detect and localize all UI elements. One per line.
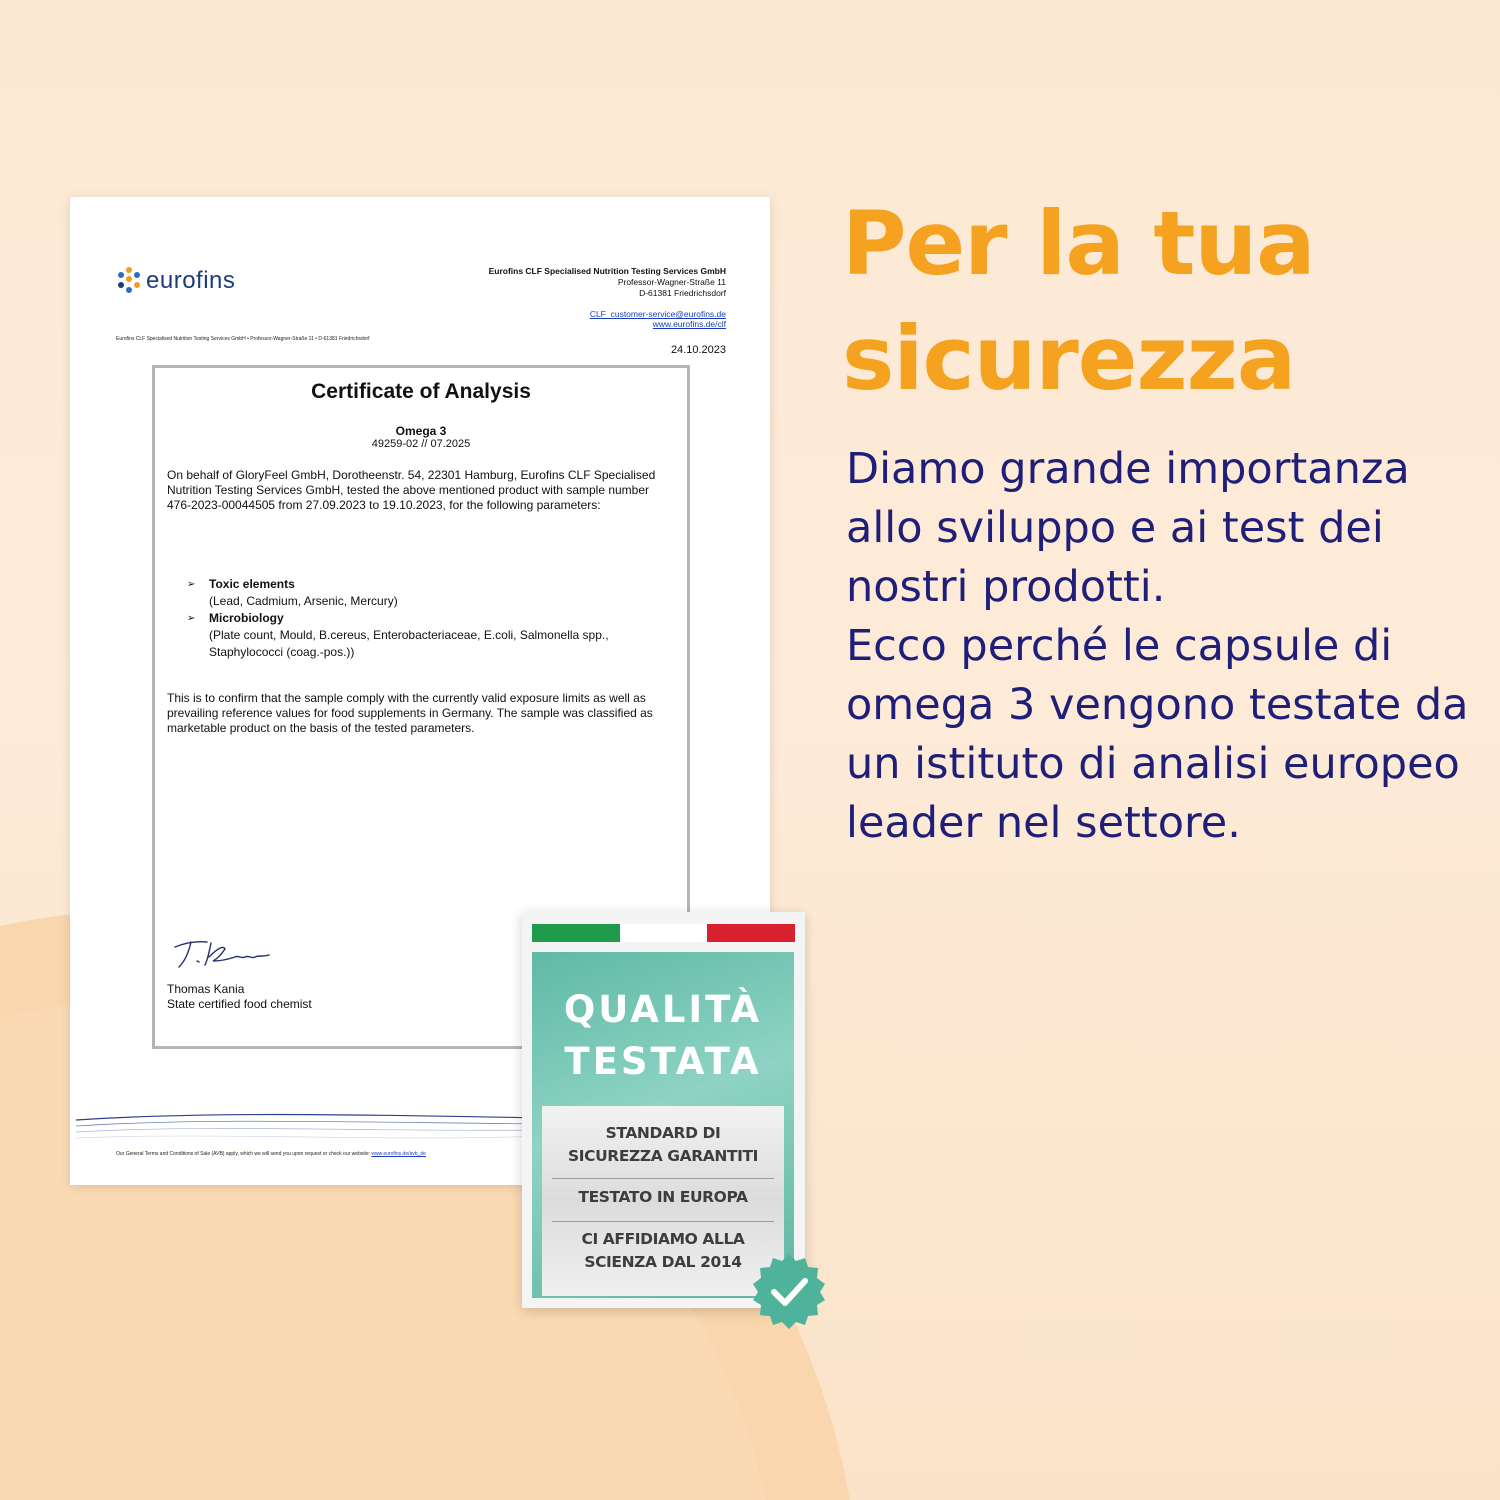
certificate-date: 24.10.2023	[670, 344, 726, 356]
arrow-bullet-icon: ➢	[187, 613, 196, 624]
body-paragraph-1: Diamo grande importanza allo sviluppo e ai test dei nostri prodotti.	[846, 444, 1410, 612]
product-name: Omega 3	[395, 424, 447, 438]
footer-text: Our General Terms and Conditions of Sale (AVB) apply, which we will send you upon request or check our website:	[116, 1151, 371, 1157]
badge-divider	[552, 1178, 774, 1179]
parameter-item	[187, 610, 667, 661]
certificate-title: Certificate of Analysis	[311, 380, 531, 403]
body-paragraph-2: Ecco perché le capsule di omega 3 vengono testate da un istituto di analisi europeo leader nel settore.	[846, 621, 1469, 848]
badge-silver-panel	[542, 1106, 784, 1296]
intro-paragraph: On behalf of GloryFeel GmbH, Dorotheenstr. 54, 22301 Hamburg, Eurofins CLF Specialised Nutrition Testing Services GmbH, tested the above mentioned product with sample number 476-2023-00044505 from 27.09.2023 to 19.10.2023, for the following parameters:	[167, 468, 656, 512]
badge-item-3-line-1: CI AFFIDIAMO ALLA	[581, 1230, 745, 1248]
company-city: D-61381 Friedrichsdorf	[639, 288, 726, 298]
parameter-list	[187, 576, 667, 661]
eurofins-logo	[116, 267, 235, 295]
footer-link[interactable]: www.eurofins.de/avb_de	[371, 1151, 426, 1157]
conclusion-paragraph: This is to confirm that the sample comply with the currently valid exposure limits as well as prevailing reference values for food supplements in Germany. The sample was classified as marketable product on the basis of the tested parameters.	[167, 691, 653, 735]
decorative-wave-lines	[76, 1102, 546, 1152]
company-address	[489, 266, 726, 299]
badge-title-line-2: TESTATA	[564, 1040, 762, 1083]
badge-item-1	[550, 1122, 776, 1168]
signature-image	[167, 935, 277, 975]
eurofins-logo-text: eurofins	[146, 267, 236, 294]
company-contacts	[590, 309, 726, 329]
parameter-detail: (Lead, Cadmium, Arsenic, Mercury)	[209, 594, 398, 608]
email-link[interactable]: CLF_customer-service@eurofins.de	[589, 309, 726, 319]
parameter-detail: (Plate count, Mould, B.cereus, Enterobacteriaceae, E.coli, Salmonella spp., Staphylococci (coag.-pos.))	[209, 628, 609, 659]
signer-title: State certified food chemist	[167, 997, 312, 1011]
badge-item-1-line-2: SICUREZZA GARANTITI	[568, 1147, 758, 1165]
checkmark-seal-icon	[750, 1252, 828, 1330]
signer-name: Thomas Kania	[167, 982, 245, 996]
badge-item-2: TESTATO IN EUROPA	[578, 1188, 748, 1206]
flag-red-stripe	[707, 924, 795, 942]
body-copy	[846, 440, 1496, 853]
badge-teal-area	[532, 952, 794, 1298]
eurofins-logo-icon	[116, 267, 142, 295]
company-street: Professor-Wagner-Straße 11	[617, 277, 726, 287]
parameter-name: Microbiology	[209, 611, 284, 625]
headline: Per la tua sicurezza	[842, 192, 1315, 410]
flag-green-stripe	[532, 924, 620, 942]
badge-title-line-1: QUALITÀ	[563, 988, 763, 1031]
badge-item-3	[550, 1228, 776, 1274]
sender-line: Eurofins CLF Specialised Nutrition Testing Services GmbH • Professor-Wagner-Straße 11 • D-61381 Friedrichsdorf	[116, 336, 370, 342]
badge-item-3-line-2: SCIENZA DAL 2014	[584, 1253, 742, 1271]
footer-terms	[116, 1151, 426, 1157]
parameter-item	[187, 576, 667, 610]
batch-number: 49259-02 // 07.2025	[371, 438, 471, 450]
company-name: Eurofins CLF Specialised Nutrition Testing Services GmbH	[488, 266, 726, 276]
badge-item-1-line-1: STANDARD DI	[605, 1124, 721, 1142]
quality-badge	[522, 912, 805, 1308]
website-link[interactable]: www.eurofins.de/clf	[652, 319, 726, 329]
badge-divider	[552, 1221, 774, 1222]
signer-block	[167, 982, 312, 1012]
arrow-bullet-icon: ➢	[187, 579, 196, 590]
flag-white-stripe	[620, 924, 707, 942]
parameter-name: Toxic elements	[209, 577, 295, 591]
